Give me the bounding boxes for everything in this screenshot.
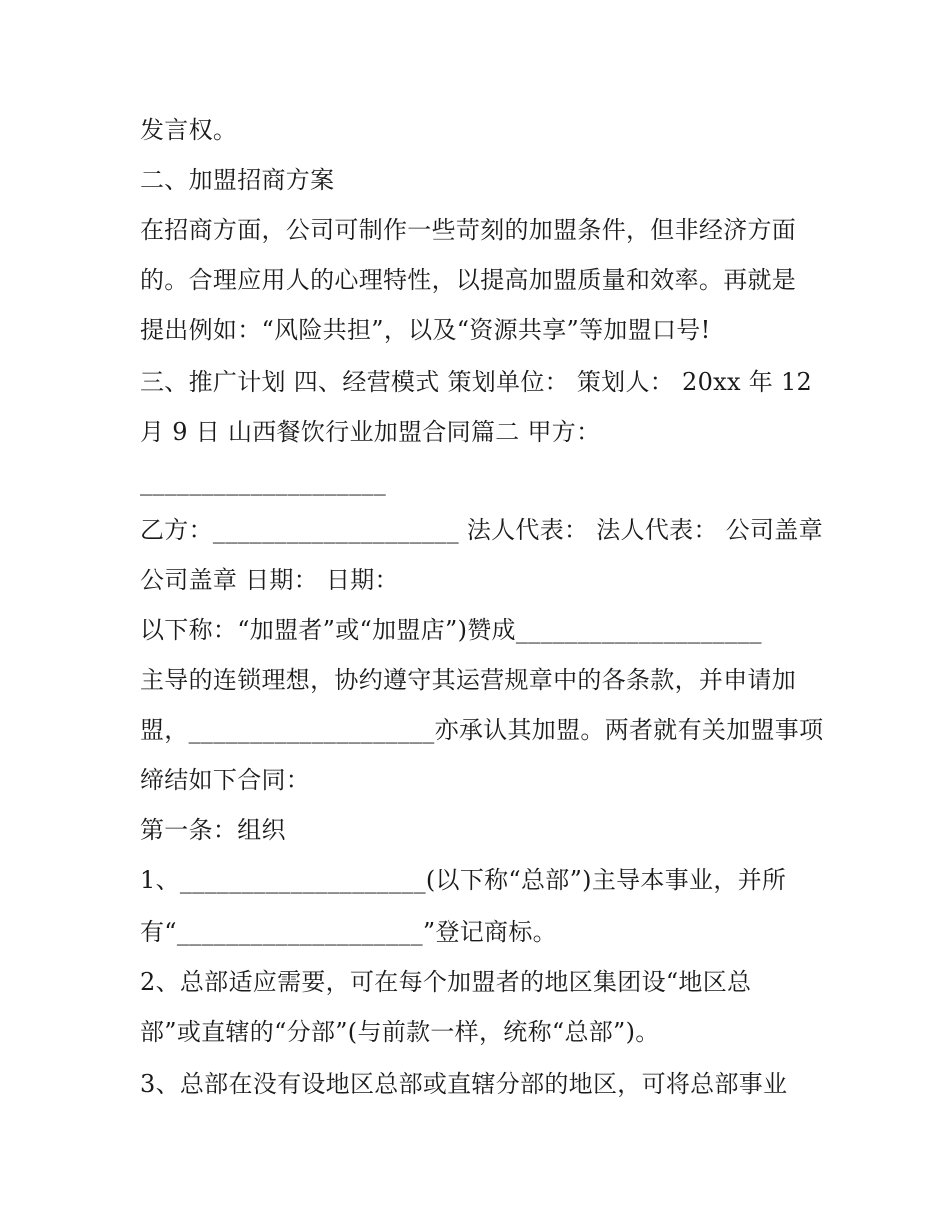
signature-blank: ____________________ [140, 468, 386, 496]
text-line: 部”或直辖的“分部”(与前款一样，统称“总部”)。 [140, 1018, 660, 1046]
text-line: 的。合理应用人的心理特性，以提高加盟质量和效率。再就是 [140, 266, 797, 294]
text-line: 主导的连锁理想，协约遵守其运营规章中的各条款，并申请加 [140, 666, 797, 694]
text-line: 发言权。 [140, 116, 238, 144]
text-line: 月 9 日 山西餐饮行业加盟合同篇二 甲方： [140, 418, 601, 446]
text-line: 1、____________________(以下称“总部”)主导本事业，并所 [140, 866, 787, 894]
text-line: 以下称：“加盟者”或“加盟店”)赞成____________________ [140, 616, 762, 644]
section-heading: 二、加盟招商方案 [140, 166, 335, 194]
article-heading: 第一条：组织 [140, 816, 286, 844]
text-line: 在招商方面，公司可制作一些苛刻的加盟条件，但非经济方面 [140, 216, 797, 244]
text-line: 3、总部在没有设地区总部或直辖分部的地区，可将总部事业 [140, 1070, 788, 1098]
text-line: 提出例如：“风险共担”，以及“资源共享”等加盟口号! [140, 316, 711, 344]
text-line: 有“____________________”登记商标。 [140, 918, 557, 946]
text-line: 三、推广计划 四、经营模式 策划单位： 策划人： 20xx 年 12 [140, 368, 813, 396]
text-line: 2、总部适应需要，可在每个加盟者的地区集团设“地区总 [140, 968, 752, 996]
text-line: 盟，____________________亦承认其加盟。两者就有关加盟事项 [140, 716, 824, 744]
text-line: 乙方：____________________ 法人代表： 法人代表： 公司盖章 [140, 516, 823, 544]
text-line: 缔结如下合同： [140, 766, 311, 794]
text-line: 公司盖章 日期： 日期： [140, 566, 399, 594]
